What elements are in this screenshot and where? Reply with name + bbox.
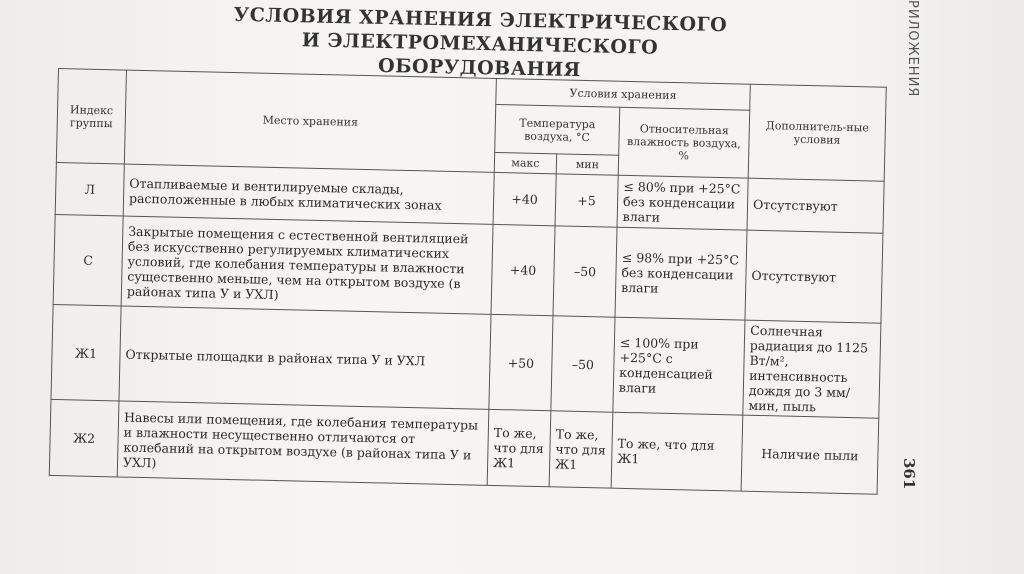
- cell-place: Навесы или помещения, где колебания температуры и влажности несущественно отличаются от колебаний на открытом воздухе (в районах типа У и УХЛ): [117, 401, 489, 485]
- cell-additional: Отсутствуют: [747, 178, 884, 233]
- cell-humidity: ≤ 80% при +25°С без конденсации влаги: [617, 175, 748, 230]
- header-air-temperature: Температура воздуха, °С: [495, 104, 620, 155]
- cell-tmax: +40: [493, 172, 556, 225]
- cell-tmax: То же, что для Ж1: [487, 409, 551, 486]
- title-line-2: И ЭЛЕКТРОМЕХАНИЧЕСКОГО ОБОРУДОВАНИЯ: [301, 29, 659, 82]
- header-additional: Дополнитель-ные условия: [748, 84, 886, 181]
- cell-index: Л: [55, 162, 124, 216]
- table-row: [51, 304, 881, 418]
- header-max: макс: [494, 152, 556, 173]
- cell-tmax: +50: [489, 314, 553, 410]
- page-number: 361: [900, 458, 918, 490]
- cell-index: С: [53, 214, 123, 306]
- header-humidity: Относительная влажность воздуха, %: [618, 107, 750, 178]
- cell-humidity: ≤ 100% при +25°С с конденсацией влаги: [613, 317, 745, 415]
- header-min: мин: [556, 154, 618, 175]
- cell-tmin: То же, что для Ж1: [549, 411, 613, 488]
- cell-tmin: +5: [555, 174, 618, 227]
- cell-place: Открытые площадки в районах типа У и УХЛ: [119, 306, 491, 409]
- cell-humidity: ≤ 98% при +25°С без конденсации влаги: [615, 227, 747, 320]
- cell-tmax: +40: [491, 224, 555, 315]
- cell-index: Ж1: [51, 304, 121, 401]
- cell-tmin: –50: [551, 316, 615, 412]
- title-line-1: УСЛОВИЯ ХРАНЕНИЯ ЭЛЕКТРИЧЕСКОГО: [233, 3, 728, 37]
- header-group-index: Индекс группы: [56, 69, 126, 165]
- cell-additional: Наличие пыли: [741, 415, 879, 494]
- side-section-label: РИЛОЖЕНИЯ: [905, 0, 920, 98]
- storage-conditions-table: [49, 68, 887, 495]
- cell-tmin: –50: [553, 226, 617, 317]
- cell-additional: Солнечная радиация до 1125 Вт/м², интенсивность дождя до 3 мм/мин, пыль: [743, 320, 881, 418]
- storage-conditions-table-wrapper: [49, 68, 888, 505]
- cell-humidity: То же, что для Ж1: [611, 412, 743, 491]
- header-place: Место хранения: [124, 70, 496, 172]
- cell-place: Закрытые помещения с естественной вентиляцией без искусственно регулируемых климатических условий, где колебания температуры и влажности существенно меньше, чем на открытом воздухе (в районах типа У и УХЛ): [121, 216, 493, 314]
- cell-additional: Отсутствуют: [745, 230, 883, 323]
- header-storage-conditions: Условия хранения: [496, 78, 751, 110]
- cell-index: Ж2: [49, 399, 119, 477]
- cell-place: Отапливаемые и вентилируемые склады, расположенные в любых климатических зонах: [123, 164, 494, 224]
